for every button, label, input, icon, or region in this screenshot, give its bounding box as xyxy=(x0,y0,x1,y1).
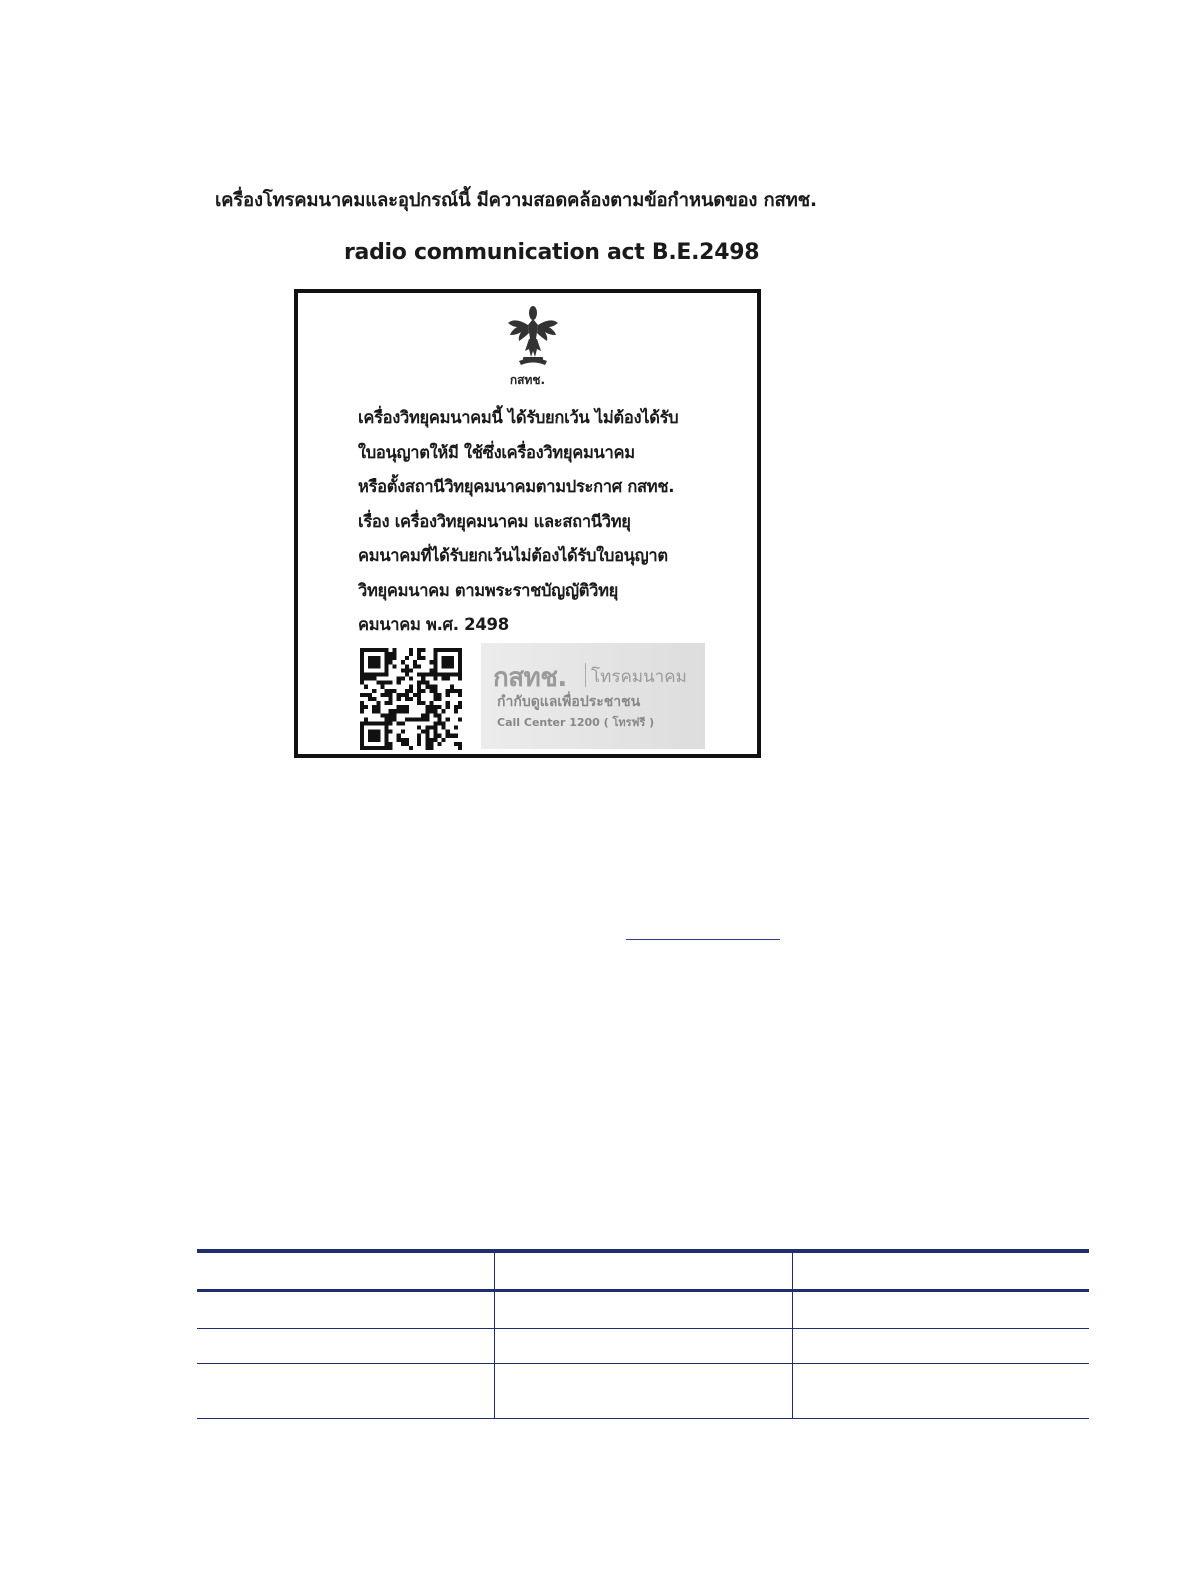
spec-table xyxy=(197,1249,1089,1419)
notice-line: วิทยุคมนาคม ตามพระราชบัญญัติวิทยุ xyxy=(358,580,619,600)
table-cell xyxy=(197,1328,494,1363)
table-cell xyxy=(792,1328,1089,1363)
act-title: radio communication act B.E.2498 xyxy=(344,240,760,265)
notice-line: ใบอนุญาตให้มี ใช้ซึ่งเครื่องวิทยุคมนาคม xyxy=(358,442,635,462)
qr-code-icon xyxy=(360,648,462,750)
notice-line: เรื่อง เครื่องวิทยุคมนาคม และสถานีวิทยุ xyxy=(358,511,631,531)
table-row xyxy=(197,1363,1089,1418)
hyperlink-underline[interactable] xyxy=(626,939,780,940)
call-center-text: Call Center 1200 ( โทรฟรี ) xyxy=(497,716,655,729)
table-cell xyxy=(494,1290,792,1328)
table-header-cell xyxy=(197,1251,494,1290)
notice-line: เครื่องวิทยุคมนาคมนี้ ได้รับยกเว้น ไม่ต้องได้รับ xyxy=(358,408,679,427)
brand-name: กสทช. xyxy=(493,663,567,693)
brand-divider xyxy=(585,663,586,687)
garuda-emblem-icon xyxy=(505,305,561,367)
notice-line: หรือตั้งสถานีวิทยุคมนาคมตามประกาศ กสทช. xyxy=(358,477,675,496)
table-cell xyxy=(494,1363,792,1418)
nbtc-brand-panel xyxy=(481,643,705,749)
table-header-row xyxy=(197,1251,1089,1290)
notice-text xyxy=(358,401,710,643)
brand-subtitle: โทรคมนาคม xyxy=(591,667,687,687)
table-header-cell xyxy=(792,1251,1089,1290)
notice-line: คมนาคมที่ได้รับยกเว้นไม่ต้องได้รับใบอนุญาต xyxy=(358,546,668,565)
thai-compliance-heading: เครื่องโทรคมนาคมและอุปกรณ์นี้ มีความสอดคล้องตามข้อกำหนดของ กสทช. xyxy=(215,190,817,211)
table-row xyxy=(197,1328,1089,1363)
table-cell xyxy=(792,1363,1089,1418)
table-cell xyxy=(197,1290,494,1328)
table-cell xyxy=(792,1290,1089,1328)
emblem-caption: กสทช. xyxy=(509,373,546,387)
nbtc-notice-box xyxy=(294,289,761,758)
notice-line: คมนาคม พ.ศ. 2498 xyxy=(358,615,509,634)
table-row xyxy=(197,1290,1089,1328)
table-header-cell xyxy=(494,1251,792,1290)
table-cell xyxy=(197,1363,494,1418)
brand-tagline: กำกับดูแลเพื่อประชาชน xyxy=(497,694,641,710)
table-cell xyxy=(494,1328,792,1363)
